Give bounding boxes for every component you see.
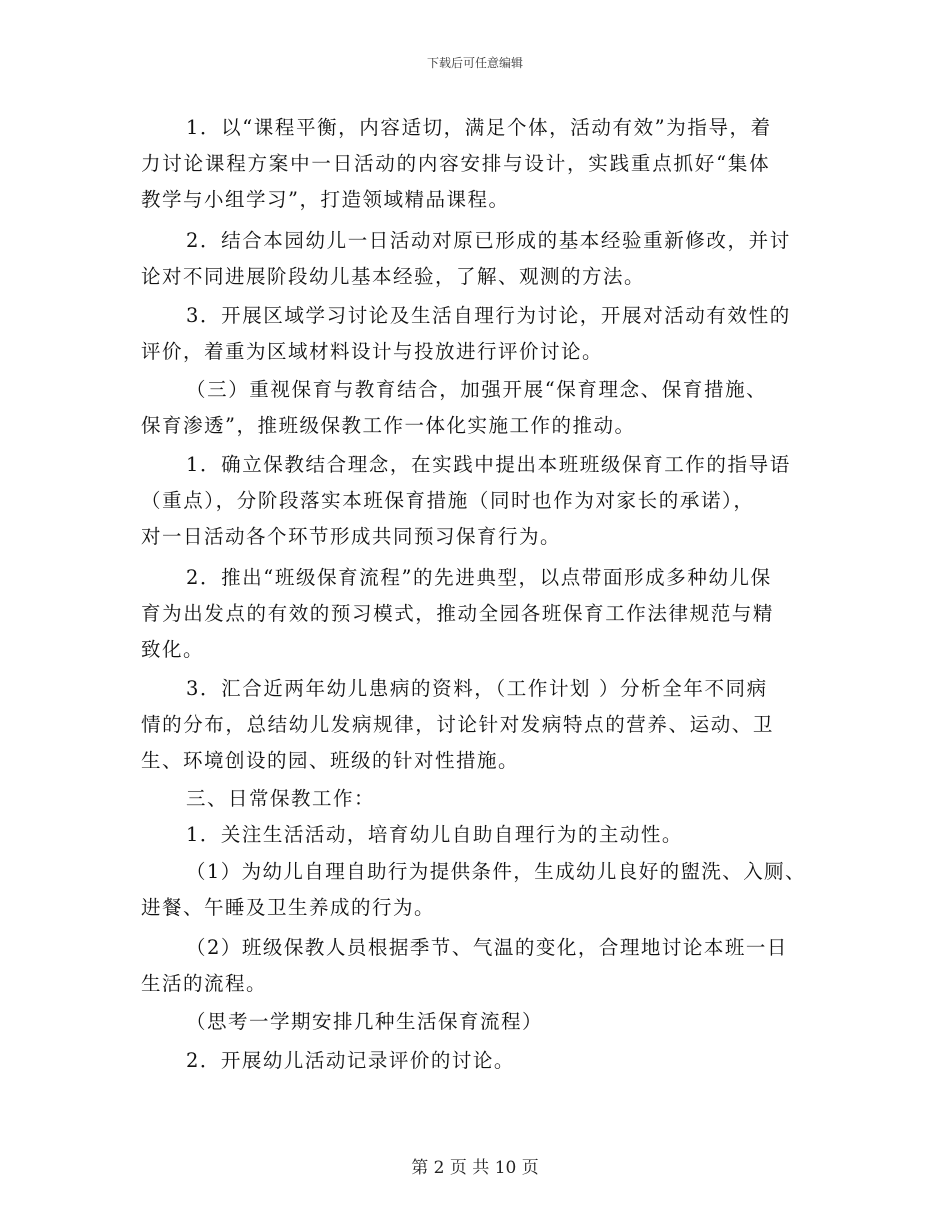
- body-line: 2．结合本园幼儿一日活动对原已形成的基本经验重新修改，并讨: [186, 229, 791, 252]
- body-line: 1．以“课程平衡，内容适切，满足个体，活动有效”为指导，着: [186, 116, 772, 139]
- section-heading: 三、日常保教工作：: [186, 787, 376, 810]
- page-number: 第 2 页 共 10 页: [411, 1158, 539, 1178]
- body-line: 教学与小组学习”，打造领域精品课程。: [141, 188, 510, 211]
- page-header: 下载后可任意编辑: [426, 56, 523, 70]
- body-line: 保育渗透”，推班级保教工作一体化实施工作的推动。: [141, 414, 636, 437]
- body-line: 育为出发点的有效的预习模式，推动全园各班保育工作法律规范与精: [141, 602, 775, 625]
- body-line: 3．汇合近两年幼儿患病的资料，（工作计划 ）分析全年不同病: [186, 677, 768, 700]
- body-line: 1．确立保教结合理念，在实践中提出本班班级保育工作的指导语: [186, 453, 791, 476]
- body-line: （思考一学期安排几种生活保育流程）: [186, 1010, 544, 1033]
- body-line: 2．推出“班级保育流程”的先进典型，以点带面形成多种幼儿保: [186, 566, 772, 589]
- body-line: 1．关注生活活动，培育幼儿自助自理行为的主动性。: [186, 823, 683, 846]
- body-line: （2）班级保教人员根据季节、气温的变化，合理地讨论本班一日: [186, 936, 788, 959]
- body-line: 评价，着重为区域材料设计与投放进行评价讨论。: [141, 340, 604, 363]
- body-line: 进餐、午睡及卫生养成的行为。: [141, 896, 436, 919]
- body-line: （1）为幼儿自理自助行为提供条件，生成幼儿良好的盥洗、入厕、: [186, 860, 806, 883]
- body-line: 致化。: [141, 638, 205, 661]
- body-line: 2．开展幼儿活动记录评价的讨论。: [186, 1049, 515, 1072]
- section-heading: （三）重视保育与教育结合，加强开展“保育理念、保育措施、: [186, 378, 768, 401]
- body-line: 力讨论课程方案中一日活动的内容安排与设计，实践重点抓好“集体: [141, 152, 771, 175]
- body-line: 生、环境创设的园、班级的针对性措施。: [141, 749, 520, 772]
- body-line: 对一日活动各个环节形成共同预习保育行为。: [141, 525, 562, 548]
- body-line: 论对不同进展阶段幼儿基本经验，了解、观测的方法。: [141, 265, 646, 288]
- body-line: 情的分布，总结幼儿发病规律，讨论针对发病特点的营养、运动、卫: [141, 713, 775, 736]
- body-line: （重点），分阶段落实本班保育措施（同时也作为对家长的承诺），: [141, 489, 755, 512]
- body-line: 生活的流程。: [141, 972, 268, 995]
- body-line: 3．开展区域学习讨论及生活自理行为讨论，开展对活动有效性的: [186, 304, 791, 327]
